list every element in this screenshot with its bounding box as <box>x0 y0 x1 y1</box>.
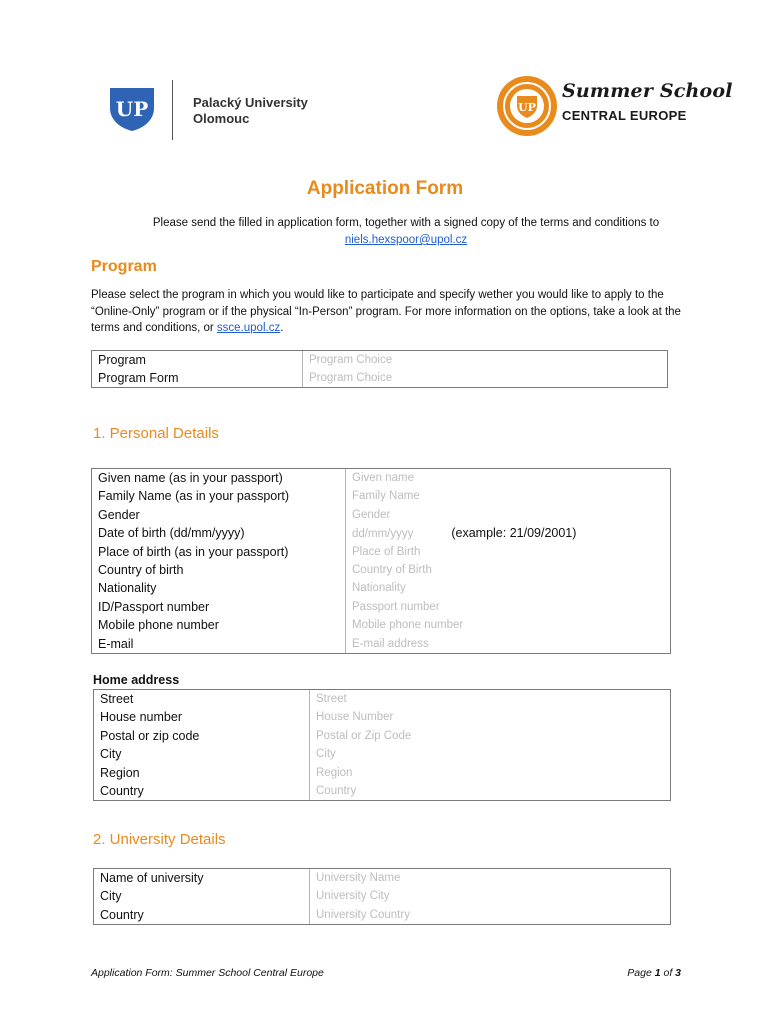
program-form-choice-field[interactable]: Program Choice <box>309 372 393 385</box>
house-number-label: House number <box>100 710 182 725</box>
region-field[interactable]: Region <box>316 766 353 779</box>
date-of-birth-label: Date of birth (dd/mm/yyyy) <box>98 526 245 541</box>
university-country-label: Country <box>100 907 144 922</box>
given-name-field[interactable]: Given name <box>352 472 415 484</box>
program-labels <box>92 351 302 387</box>
street-field[interactable]: Street <box>316 693 347 705</box>
country-label: Country <box>100 783 144 798</box>
street-label: Street <box>100 692 134 706</box>
email-label: E-mail <box>98 636 134 651</box>
university-details-heading: 2. University Details <box>93 831 226 848</box>
svg-text:UP: UP <box>115 97 149 121</box>
program-table <box>91 350 668 388</box>
summer-school-sun-logo <box>493 72 561 140</box>
intro-text: Please send the filled in application form, together with a signed copy of the terms and conditions to <box>152 217 660 229</box>
program-text-end: . <box>280 322 284 334</box>
personal-details-heading: 1. Personal Details <box>93 425 219 442</box>
home-address-label: Home address <box>93 673 180 687</box>
city-field[interactable]: City <box>316 748 336 761</box>
ssce-script-title: Summer School <box>562 80 733 102</box>
mobile-phone-label: Mobile phone number <box>98 618 219 633</box>
university-name-line2: Olomouc <box>193 111 250 126</box>
personal-details-table <box>91 468 671 654</box>
place-of-birth-label: Place of birth (as in your passport) <box>98 544 289 559</box>
region-label: Region <box>100 765 140 780</box>
home-address-labels <box>94 690 309 800</box>
contact-email-link[interactable]: niels.hexspoor@upol.cz <box>344 234 468 246</box>
svg-text:UP: UP <box>518 101 536 114</box>
nationality-field[interactable]: Nationality <box>352 582 406 595</box>
city-label: City <box>100 747 122 762</box>
university-fields <box>309 869 670 924</box>
program-fields <box>302 351 667 387</box>
university-name-field[interactable]: University Name <box>316 872 401 884</box>
mobile-phone-field[interactable]: Mobile phone number <box>352 619 464 632</box>
email-field[interactable]: E-mail address <box>352 637 429 650</box>
house-number-field[interactable]: House Number <box>316 711 394 724</box>
footer-title: Application Form: Summer School Central Europe <box>91 967 324 979</box>
university-country-field[interactable]: University Country <box>316 908 410 921</box>
palacky-university-logo <box>108 86 156 132</box>
page-total: 3 <box>675 967 681 979</box>
date-of-birth-field[interactable]: dd/mm/yyyy <box>352 528 414 541</box>
university-name <box>193 95 308 127</box>
place-of-birth-field[interactable]: Place of Birth <box>352 545 421 558</box>
family-name-label: Family Name (as in your passport) <box>98 489 290 504</box>
university-city-field[interactable]: University City <box>316 890 390 903</box>
given-name-label: Given name (as in your passport) <box>98 471 283 485</box>
university-name-label: Name of university <box>100 871 204 885</box>
date-of-birth-example: (example: 21/09/2001) <box>451 526 577 541</box>
program-choice-field[interactable]: Program Choice <box>309 354 393 366</box>
program-heading: Program <box>91 258 157 275</box>
passport-number-label: ID/Passport number <box>98 599 210 614</box>
personal-labels <box>92 469 345 653</box>
date-of-birth-row <box>346 524 670 542</box>
page-prefix: Page <box>627 967 655 979</box>
university-details-table <box>93 868 671 925</box>
country-of-birth-label: Country of birth <box>98 562 184 577</box>
nationality-label: Nationality <box>98 581 157 596</box>
passport-number-field[interactable]: Passport number <box>352 600 440 613</box>
ssce-website-link[interactable]: ssce.upol.cz <box>216 322 281 334</box>
postal-code-field[interactable]: Postal or Zip Code <box>316 729 412 742</box>
program-label: Program <box>98 353 146 367</box>
page-current: 1 <box>654 967 661 979</box>
program-paragraph <box>91 287 681 337</box>
gender-label: Gender <box>98 507 140 522</box>
program-text: Please select the program in which you would like to participate and specify wether you would like to apply to the “Online-Only” program or if the physical “In-Person” program. For more information on the options, take a look at the terms and conditions, or <box>91 289 681 334</box>
personal-fields <box>345 469 670 653</box>
page-title: Application Form <box>306 178 464 199</box>
gender-field[interactable]: Gender <box>352 508 391 521</box>
country-field[interactable]: Country <box>316 784 357 797</box>
university-labels <box>94 869 309 924</box>
page-of: of <box>660 967 676 979</box>
family-name-field[interactable]: Family Name <box>352 490 420 503</box>
home-address-table <box>93 689 671 801</box>
university-name-line1: Palacký University <box>193 95 308 110</box>
program-form-label: Program Form <box>98 371 179 386</box>
intro-paragraph <box>150 215 662 249</box>
country-of-birth-field[interactable]: Country of Birth <box>352 563 432 576</box>
university-city-label: City <box>100 889 122 904</box>
header-divider <box>172 80 173 140</box>
ssce-caps-title: CENTRAL EUROPE <box>562 108 687 123</box>
postal-code-label: Postal or zip code <box>100 728 200 743</box>
page-number <box>580 967 681 979</box>
home-address-fields <box>309 690 670 800</box>
